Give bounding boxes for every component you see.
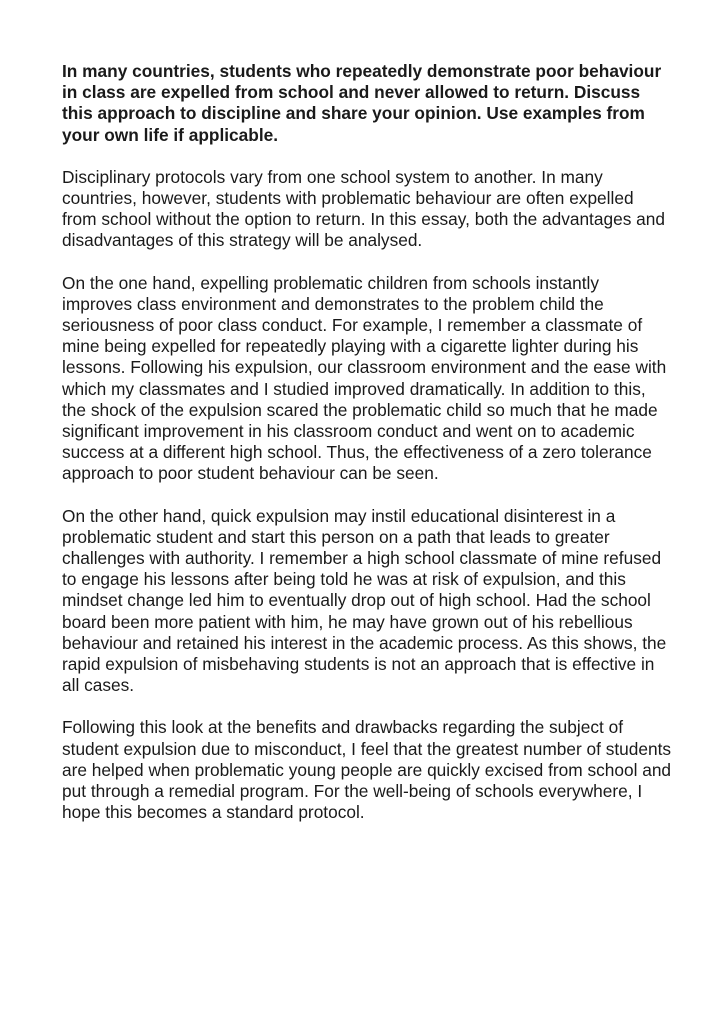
paragraph-line: board been more patient with him, he may have grown out of his rebellious bbox=[62, 611, 633, 632]
paragraph-line: behaviour and retained his interest in the academic process. As this shows, the bbox=[62, 632, 667, 653]
paragraph-line: put through a remedial program. For the well-being of schools everywhere, I bbox=[62, 781, 643, 802]
prompt-line: your own life if applicable. bbox=[62, 124, 279, 145]
paragraph-line: to engage his lessons after being told he was at risk of expulsion, and this bbox=[62, 569, 626, 590]
paragraph-line: mindset change led him to eventually drop out of high school. Had the school bbox=[62, 590, 651, 611]
paragraph-line: lessons. Following his expulsion, our classroom environment and the ease with bbox=[62, 357, 667, 378]
essay-body bbox=[62, 61, 680, 824]
paragraph-line: significant improvement in his classroom conduct and went on to academic bbox=[62, 421, 635, 442]
advantages-paragraph bbox=[62, 273, 680, 485]
prompt-line: in class are expelled from school and never allowed to return. Discuss bbox=[62, 82, 641, 103]
paragraph-line: Disciplinary protocols vary from one school system to another. In many bbox=[62, 166, 603, 187]
paragraph-line: Following this look at the benefits and drawbacks regarding the subject of bbox=[62, 717, 624, 738]
prompt-line: this approach to discipline and share your opinion. Use examples from bbox=[62, 103, 645, 124]
paragraph-line: approach to poor student behaviour can be seen. bbox=[62, 463, 439, 484]
prompt-line: In many countries, students who repeatedly demonstrate poor behaviour bbox=[62, 61, 662, 81]
paragraph-line: On the other hand, quick expulsion may instil educational disinterest in a bbox=[62, 505, 616, 526]
paragraph-line: are helped when problematic young people are quickly excised from school and bbox=[62, 759, 672, 780]
paragraph-line: all cases. bbox=[62, 675, 135, 696]
paragraph-line: rapid expulsion of misbehaving students is not an approach that is effective in bbox=[62, 654, 655, 675]
introduction-paragraph bbox=[62, 167, 680, 252]
paragraph-line: from school without the option to return. In this essay, both the advantages and bbox=[62, 209, 665, 230]
disadvantages-paragraph bbox=[62, 506, 680, 697]
paragraph-line: improves class environment and demonstrates to the problem child the bbox=[62, 293, 604, 314]
paragraph-line: hope this becomes a standard protocol. bbox=[62, 802, 365, 823]
paragraph-line: countries, however, students with problematic behaviour are often expelled bbox=[62, 188, 634, 209]
paragraph-line: problematic student and start this person on a path that leads to greater bbox=[62, 526, 610, 547]
essay-prompt bbox=[62, 61, 680, 146]
paragraph-line: success at a different high school. Thus, the effectiveness of a zero tolerance bbox=[62, 442, 652, 463]
paragraph-line: disadvantages of this strategy will be analysed. bbox=[62, 230, 423, 251]
paragraph-line: seriousness of poor class conduct. For example, I remember a classmate of bbox=[62, 315, 643, 336]
paragraph-line: challenges with authority. I remember a high school classmate of mine refused bbox=[62, 548, 662, 569]
paragraph-line: student expulsion due to misconduct, I feel that the greatest number of students bbox=[62, 738, 672, 759]
conclusion-paragraph bbox=[62, 717, 680, 823]
paragraph-line: On the one hand, expelling problematic children from schools instantly bbox=[62, 272, 599, 293]
paragraph-line: which my classmates and I studied improved dramatically. In addition to this, bbox=[62, 378, 646, 399]
paragraph-line: mine being expelled for repeatedly playing with a cigarette lighter during his bbox=[62, 336, 639, 357]
paragraph-line: the shock of the expulsion scared the problematic child so much that he made bbox=[62, 399, 658, 420]
